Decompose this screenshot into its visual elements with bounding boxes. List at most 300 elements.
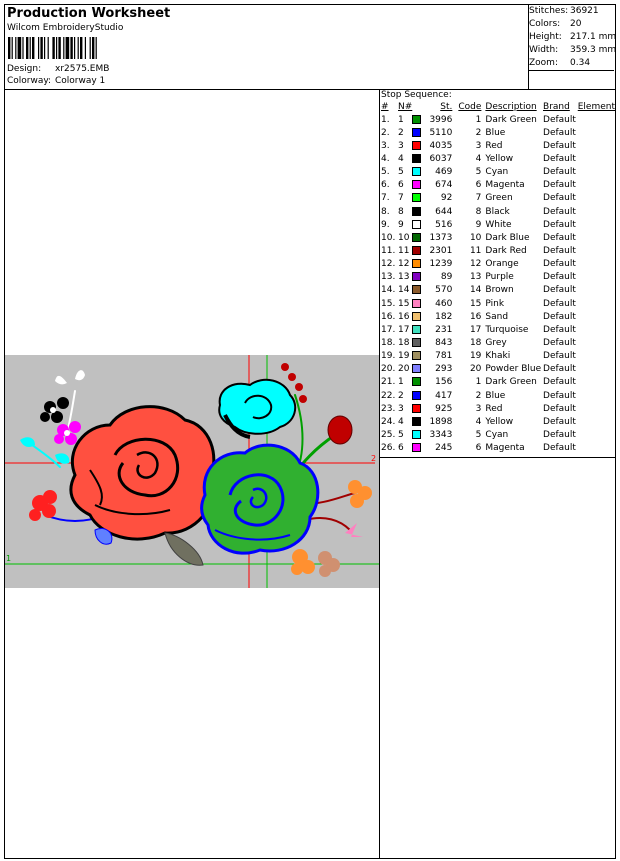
swatch-box (412, 351, 421, 360)
thread-brand: Default (543, 232, 576, 243)
row-number: 17. (381, 324, 396, 335)
thread-brand: Default (543, 167, 576, 178)
header (5, 5, 615, 90)
row-number: 21. (381, 377, 396, 388)
table-row (381, 284, 615, 297)
color-swatch (412, 336, 424, 349)
color-code: 5 (475, 167, 482, 178)
thread-brand: Default (543, 311, 576, 322)
thread-brand: Default (543, 206, 576, 217)
barcode (8, 37, 132, 59)
color-swatch (412, 244, 424, 257)
row-number: 26. (381, 443, 396, 454)
color-code: 16 (469, 311, 482, 322)
row-number: 8. (381, 206, 390, 217)
color-code: 4 (475, 153, 482, 164)
element-cell (578, 415, 615, 428)
needle-number: 3 (398, 403, 404, 414)
thread-brand: Default (543, 324, 576, 335)
needle-number: 12 (398, 259, 410, 270)
row-number: 10. (381, 232, 396, 243)
stat-label: Zoom: (529, 58, 558, 68)
table-row (381, 258, 615, 271)
needle-number: 4 (398, 416, 404, 427)
stitch-count: 925 (435, 403, 453, 414)
table-row (381, 231, 615, 244)
stop-sequence-table (381, 100, 615, 455)
color-swatch (412, 218, 424, 231)
colorway-label: Colorway: (7, 76, 52, 86)
color-swatch (412, 310, 424, 323)
color-code: 2 (475, 390, 482, 401)
color-swatch (412, 323, 424, 336)
element-cell (578, 192, 615, 205)
marker-1: 1 (6, 554, 12, 563)
thread-brand: Default (543, 443, 576, 454)
stitch-count: 469 (435, 167, 453, 178)
table-row (381, 218, 615, 231)
element-cell (578, 402, 615, 415)
color-swatch (412, 271, 424, 284)
stat-stitches (529, 6, 615, 16)
design-row (7, 64, 110, 74)
color-swatch (412, 166, 424, 179)
stitch-count: 2301 (429, 245, 453, 256)
color-swatch (412, 113, 424, 126)
swatch-box (412, 115, 421, 124)
color-description: Black (485, 206, 510, 217)
element-cell (578, 363, 615, 376)
needle-number: 14 (398, 285, 410, 296)
swatch-box (412, 272, 421, 281)
thread-brand: Default (543, 429, 576, 440)
table-row (381, 271, 615, 284)
color-swatch (412, 389, 424, 402)
needle-number: 11 (398, 245, 410, 256)
thread-brand: Default (543, 285, 576, 296)
table-header-row (381, 100, 615, 113)
color-description: Purple (485, 272, 514, 283)
element-cell (578, 442, 615, 455)
thread-brand: Default (543, 337, 576, 348)
needle-number: 1 (398, 377, 404, 388)
needle-number: 10 (398, 232, 410, 243)
color-description: Cyan (485, 167, 509, 178)
swatch-box (412, 167, 421, 176)
color-swatch (412, 442, 424, 455)
element-cell (578, 139, 615, 152)
thread-brand: Default (543, 298, 576, 309)
needle-number: 7 (398, 193, 404, 204)
color-description: Magenta (485, 180, 525, 191)
color-description: Khaki (485, 351, 511, 362)
color-swatch (412, 402, 424, 415)
row-number: 11. (381, 245, 396, 256)
color-description: Magenta (485, 443, 525, 454)
table-row (381, 113, 615, 126)
colorway-value: Colorway 1 (55, 76, 106, 86)
table-row (381, 126, 615, 139)
thread-brand: Default (543, 272, 576, 283)
needle-number: 5 (398, 429, 404, 440)
stitch-count: 1239 (429, 259, 453, 270)
row-number: 5. (381, 167, 390, 178)
thread-brand: Default (543, 114, 576, 125)
stat-width (529, 45, 615, 55)
color-code: 6 (475, 180, 482, 191)
row-number: 3. (381, 140, 390, 151)
color-swatch (412, 205, 424, 218)
needle-number: 17 (398, 324, 410, 335)
row-number: 16. (381, 311, 396, 322)
worksheet (4, 4, 616, 859)
color-code: 1 (475, 377, 482, 388)
table-row (381, 166, 615, 179)
needle-number: 15 (398, 298, 410, 309)
stat-zoom (529, 58, 615, 68)
swatch-box (412, 299, 421, 308)
design-pane (5, 89, 380, 858)
stitch-count: 644 (435, 206, 453, 217)
color-code: 20 (469, 364, 482, 375)
blue-green-rose (202, 445, 318, 553)
color-description: White (485, 219, 512, 230)
element-cell (578, 113, 615, 126)
element-cell (578, 152, 615, 165)
color-code: 9 (475, 219, 482, 230)
col-description: Description (485, 101, 537, 112)
color-description: Red (485, 140, 503, 151)
row-number: 15. (381, 298, 396, 309)
stat-value: 20 (570, 19, 582, 29)
needle-number: 9 (398, 219, 404, 230)
stitch-count: 417 (435, 390, 453, 401)
row-number: 12. (381, 259, 396, 270)
table-row (381, 336, 615, 349)
stitch-count: 92 (440, 193, 453, 204)
color-code: 13 (469, 272, 482, 283)
thread-brand: Default (543, 259, 576, 270)
element-cell (578, 389, 615, 402)
stitch-count: 156 (435, 377, 453, 388)
needle-number: 3 (398, 140, 404, 151)
color-swatch (412, 428, 424, 441)
element-cell (578, 244, 615, 257)
color-code: 3 (475, 140, 482, 151)
stitch-count: 516 (435, 219, 453, 230)
stitch-count: 1373 (429, 232, 453, 243)
element-cell (578, 166, 615, 179)
swatch-box (412, 180, 421, 189)
swatch-box (412, 259, 421, 268)
swatch-box (412, 193, 421, 202)
table-row (381, 297, 615, 310)
table-row (381, 244, 615, 257)
row-number: 22. (381, 390, 396, 401)
stitch-count: 182 (435, 311, 453, 322)
color-code: 5 (475, 429, 482, 440)
marker-2: 2 (371, 454, 377, 463)
color-swatch (412, 126, 424, 139)
color-swatch (412, 284, 424, 297)
swatch-box (412, 404, 421, 413)
swatch-box (412, 338, 421, 347)
swatch-box (412, 430, 421, 439)
color-code: 1 (475, 114, 482, 125)
color-description: Dark Blue (485, 232, 530, 243)
element-cell (578, 126, 615, 139)
table-row (381, 363, 615, 376)
color-code: 7 (475, 193, 482, 204)
stitch-count: 6037 (429, 153, 453, 164)
needle-number: 13 (398, 272, 410, 283)
needle-number: 16 (398, 311, 410, 322)
element-cell (578, 376, 615, 389)
table-row (381, 442, 615, 455)
swatch-box (412, 128, 421, 137)
row-number: 20. (381, 364, 396, 375)
table-row (381, 152, 615, 165)
thread-brand: Default (543, 364, 576, 375)
stitch-count: 4035 (429, 140, 453, 151)
needle-number: 2 (398, 127, 404, 138)
row-number: 9. (381, 219, 390, 230)
table-row (381, 389, 615, 402)
stitch-count: 3996 (429, 114, 453, 125)
stitch-count: 843 (435, 337, 453, 348)
stat-height (529, 32, 615, 42)
thread-brand: Default (543, 153, 576, 164)
row-number: 14. (381, 285, 396, 296)
element-cell (578, 350, 615, 363)
stat-value: 36921 (570, 6, 599, 16)
swatch-box (412, 312, 421, 321)
needle-number: 5 (398, 167, 404, 178)
swatch-box (412, 325, 421, 334)
thread-brand: Default (543, 351, 576, 362)
swatch-box (412, 377, 421, 386)
element-cell (578, 310, 615, 323)
sequence-divider (380, 457, 615, 458)
swatch-box (412, 285, 421, 294)
col-code: Code (458, 101, 482, 112)
stitch-count: 3343 (429, 429, 453, 440)
color-description: Green (485, 193, 513, 204)
stitch-count: 5110 (429, 127, 453, 138)
needle-number: 20 (398, 364, 410, 375)
swatch-box (412, 364, 421, 373)
needle-number: 19 (398, 351, 410, 362)
swatch-box (412, 233, 421, 242)
color-description: Dark Red (485, 245, 527, 256)
swatch-box (412, 417, 421, 426)
col-element: Element (577, 101, 615, 112)
element-cell (578, 284, 615, 297)
color-code: 17 (469, 324, 482, 335)
color-description: Grey (485, 337, 507, 348)
stat-label: Height: (529, 32, 562, 42)
element-cell (578, 297, 615, 310)
stat-value: 217.1 mm (570, 32, 617, 42)
needle-number: 2 (398, 390, 404, 401)
element-cell (578, 205, 615, 218)
colorway-row (7, 76, 106, 86)
swatch-box (412, 443, 421, 452)
element-cell (578, 231, 615, 244)
thread-brand: Default (543, 180, 576, 191)
needle-number: 8 (398, 206, 404, 217)
table-row (381, 179, 615, 192)
stat-label: Colors: (529, 19, 561, 29)
row-number: 7. (381, 193, 390, 204)
color-code: 10 (469, 232, 482, 243)
element-cell (578, 336, 615, 349)
row-number: 24. (381, 416, 396, 427)
col-brand: Brand (543, 101, 570, 112)
element-cell (578, 218, 615, 231)
thread-brand: Default (543, 219, 576, 230)
table-row (381, 323, 615, 336)
header-info (5, 5, 529, 89)
element-cell (578, 258, 615, 271)
page-title: Production Worksheet (7, 6, 171, 21)
needle-number: 18 (398, 337, 410, 348)
thread-brand: Default (543, 377, 576, 388)
needle-number: 6 (398, 443, 404, 454)
thread-brand: Default (543, 416, 576, 427)
swatch-box (412, 141, 421, 150)
swatch-box (412, 220, 421, 229)
row-number: 18. (381, 337, 396, 348)
thread-brand: Default (543, 193, 576, 204)
color-swatch (412, 350, 424, 363)
table-row (381, 350, 615, 363)
col-nn: N# (398, 101, 413, 112)
color-description: Brown (485, 285, 514, 296)
stitch-count: 231 (435, 324, 453, 335)
table-row (381, 310, 615, 323)
color-description: Blue (485, 390, 506, 401)
stat-colors (529, 19, 615, 29)
color-code: 4 (475, 416, 482, 427)
thread-brand: Default (543, 140, 576, 151)
color-code: 12 (469, 259, 482, 270)
color-description: Powder Blue (485, 364, 542, 375)
element-cell (578, 179, 615, 192)
table-row (381, 192, 615, 205)
needle-number: 6 (398, 180, 404, 191)
color-code: 8 (475, 206, 482, 217)
color-description: Dark Green (485, 377, 537, 388)
thread-brand: Default (543, 127, 576, 138)
table-row (381, 402, 615, 415)
stitch-count: 570 (435, 285, 453, 296)
stitch-count: 245 (435, 443, 453, 454)
color-swatch (412, 258, 424, 271)
color-code: 3 (475, 403, 482, 414)
color-description: Turquoise (485, 324, 529, 335)
stitch-count: 674 (435, 180, 453, 191)
col-swatch (412, 100, 424, 113)
color-code: 14 (469, 285, 482, 296)
col-num: # (381, 101, 389, 112)
color-swatch (412, 231, 424, 244)
color-swatch (412, 179, 424, 192)
color-swatch (412, 376, 424, 389)
element-cell (578, 271, 615, 284)
table-row (381, 428, 615, 441)
stat-label: Stitches: (529, 6, 569, 16)
swatch-box (412, 154, 421, 163)
table-row (381, 139, 615, 152)
design-label: Design: (7, 64, 42, 74)
swatch-box (412, 391, 421, 400)
color-description: Yellow (485, 416, 514, 427)
color-description: Cyan (485, 429, 509, 440)
color-swatch (412, 152, 424, 165)
color-swatch (412, 415, 424, 428)
stat-label: Width: (529, 45, 559, 55)
color-swatch (412, 297, 424, 310)
needle-number: 4 (398, 153, 404, 164)
row-number: 4. (381, 153, 390, 164)
color-code: 15 (469, 298, 482, 309)
col-st: St. (440, 101, 453, 112)
color-code: 11 (469, 245, 482, 256)
row-number: 1. (381, 114, 390, 125)
stat-value: 0.34 (570, 58, 591, 68)
table-row (381, 415, 615, 428)
table-row (381, 205, 615, 218)
row-number: 2. (381, 127, 390, 138)
color-description: Pink (485, 298, 505, 309)
color-code: 19 (469, 351, 482, 362)
table-row (381, 376, 615, 389)
swatch-box (412, 246, 421, 255)
color-code: 18 (469, 337, 482, 348)
stitch-count: 1898 (429, 416, 453, 427)
element-cell (578, 428, 615, 441)
color-description: Yellow (485, 153, 514, 164)
row-number: 13. (381, 272, 396, 283)
stop-sequence-body (381, 113, 615, 455)
color-description: Dark Green (485, 114, 537, 125)
swatch-box (412, 207, 421, 216)
stop-sequence-title: Stop Sequence: (381, 90, 452, 100)
stats-blank-cell (528, 70, 614, 90)
stitch-count: 781 (435, 351, 453, 362)
row-number: 25. (381, 429, 396, 440)
color-swatch (412, 139, 424, 152)
stitch-count: 460 (435, 298, 453, 309)
needle-number: 1 (398, 114, 404, 125)
color-swatch (412, 192, 424, 205)
color-description: Blue (485, 127, 506, 138)
color-swatch (412, 363, 424, 376)
row-number: 6. (381, 180, 390, 191)
color-code: 6 (475, 443, 482, 454)
color-description: Orange (485, 259, 519, 270)
stitch-count: 89 (440, 272, 453, 283)
color-code: 2 (475, 127, 482, 138)
color-description: Sand (485, 311, 509, 322)
company-name: Wilcom EmbroideryStudio (7, 23, 124, 33)
element-cell (578, 323, 615, 336)
stop-sequence-panel (380, 89, 615, 858)
stitch-count: 293 (435, 364, 453, 375)
color-description: Red (485, 403, 503, 414)
thread-brand: Default (543, 245, 576, 256)
